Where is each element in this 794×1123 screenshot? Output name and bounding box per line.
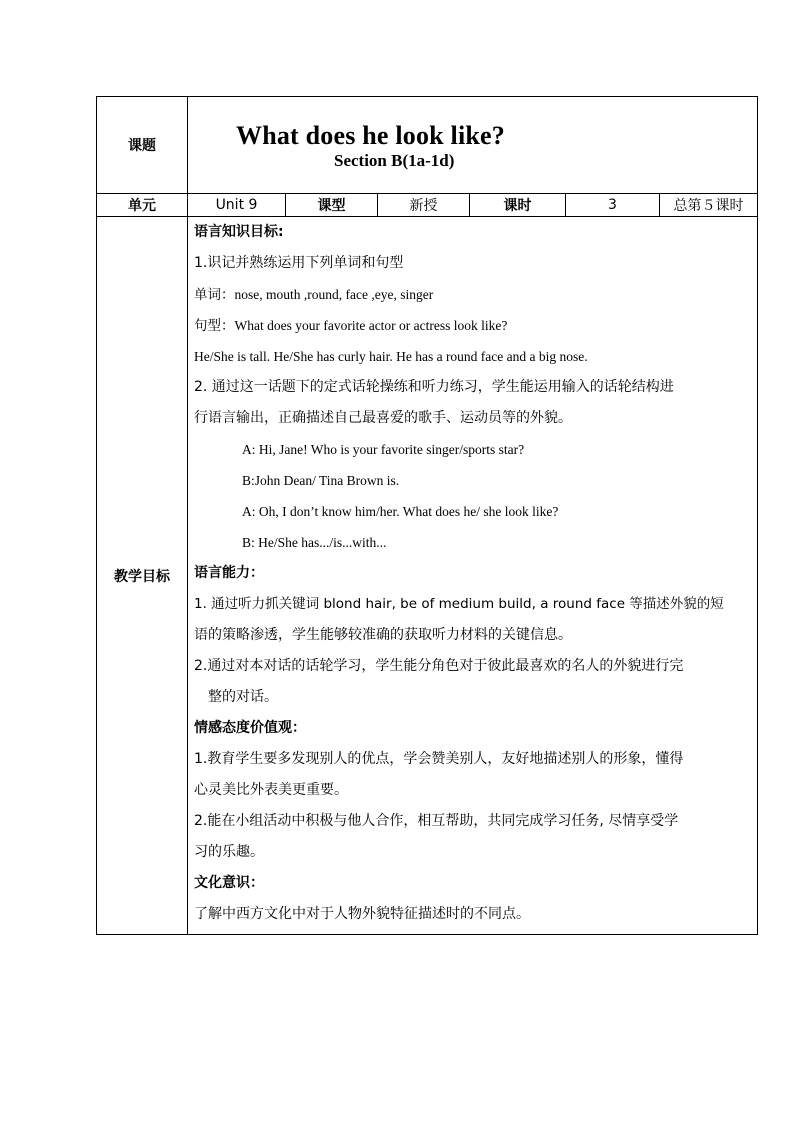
section-heading: 语言能力： [194,565,264,581]
unit-value: Unit 9 [188,194,286,217]
dialogue-line: A: Oh, I don’t know him/her. What does he/ she look like? [242,504,559,519]
info-row [97,194,758,217]
objective-text: 心灵美比外表美更重要。 [194,782,348,798]
lesson-title: What does he look like? [236,121,505,150]
objective-text: 整的对话。 [208,689,278,705]
objective-text: 习的乐趣。 [194,844,264,860]
objective-text: 1. 通过听力抓关键词 blond hair, be of medium build, a round face 等描述外貌的短 [194,596,724,612]
objectives-label: 教学目标 [97,217,188,935]
objective-text: 了解中西方文化中对于人物外貌特征描述时的不同点。 [194,906,530,922]
type-value: 新授 [378,194,470,217]
total-periods: 总第５课时 [660,194,758,217]
unit-label: 单元 [97,194,188,217]
period-value: 3 [566,194,660,217]
objective-text: 2. 通过这一话题下的定式话轮操练和听力练习，学生能运用输入的话轮结构进 [194,379,674,395]
objective-text: 2.能在小组活动中积极与他人合作，相互帮助，共同完成学习任务, 尽情享受学 [194,813,679,829]
objective-text: 句型：What does your favorite actor or actress look like? [194,318,508,333]
section-heading: 文化意识： [194,875,264,891]
objective-text: 语的策略渗透，学生能够较准确的获取听力材料的关键信息。 [194,627,572,643]
objective-text: 1.教育学生要多发现别人的优点，学会赞美别人，友好地描述别人的形象，懂得 [194,751,684,767]
objective-text: 2.通过对本对话的话轮学习，学生能分角色对于彼此最喜欢的名人的外貌进行完 [194,658,684,674]
objective-text: He/She is tall. He/She has curly hair. He has a round face and a big nose. [194,349,588,364]
lesson-subtitle: Section B(1a-1d) [334,151,455,170]
lesson-plan-table [96,96,758,935]
dialogue-line: B: He/She has.../is...with... [242,535,387,550]
objective-text: 行语言输出，正确描述自己最喜爱的歌手、运动员等的外貌。 [194,410,572,426]
type-label: 课型 [286,194,378,217]
title-cell [188,97,758,194]
objectives-row [97,217,758,935]
objective-text: 1.识记并熟练运用下列单词和句型 [194,255,404,271]
objective-text: 单词：nose, mouth ,round, face ,eye, singer [194,287,434,302]
dialogue-line: A: Hi, Jane! Who is your favorite singer/sports star? [242,442,525,457]
objectives-content [188,217,758,935]
section-heading: 语言知识目标: [194,224,284,240]
title-row [97,97,758,194]
topic-label: 课题 [97,97,188,194]
period-label: 课时 [470,194,566,217]
section-heading: 情感态度价值观： [194,720,306,736]
dialogue-line: B:John Dean/ Tina Brown is. [242,473,400,488]
